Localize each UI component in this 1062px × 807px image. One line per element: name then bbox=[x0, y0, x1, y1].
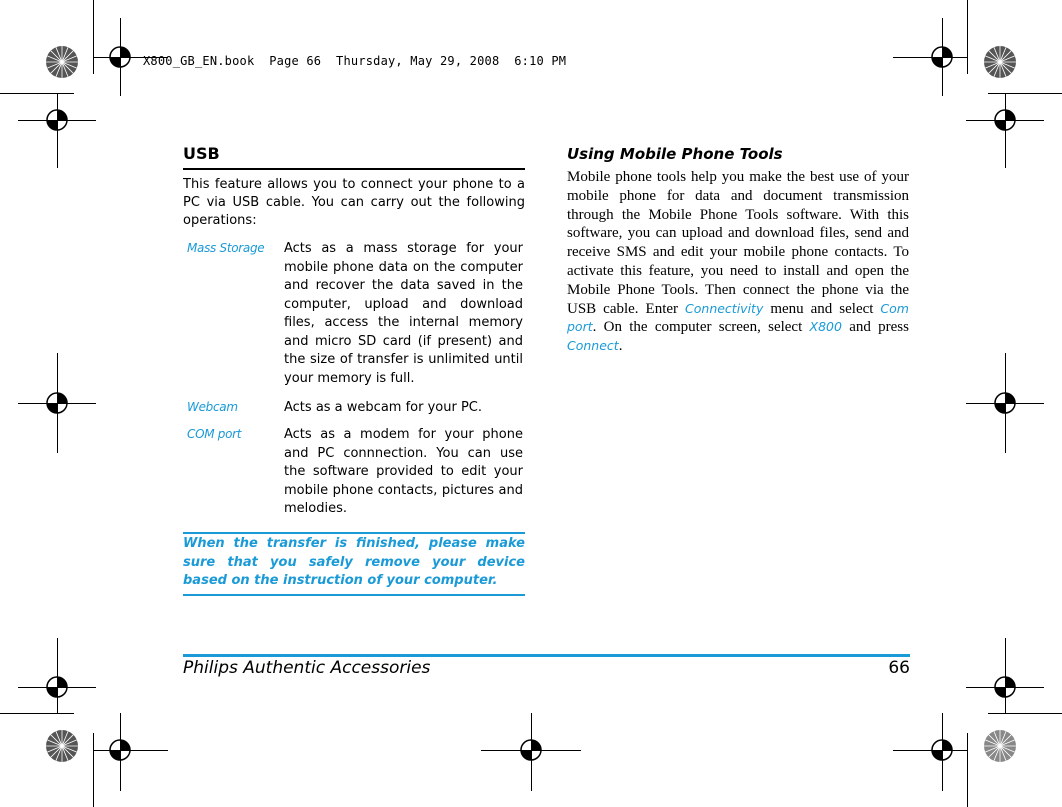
crop-mark bbox=[93, 0, 94, 74]
note-top-rule bbox=[183, 532, 525, 534]
crop-mark bbox=[967, 0, 968, 74]
body-text: and press bbox=[841, 319, 909, 336]
description-com-port: Acts as a modem for your phone and PC connnection. You can use the software provided to edit your mobile phone contacts, pictures and melodies. bbox=[284, 427, 523, 516]
term-com-port: COM port bbox=[187, 427, 242, 441]
mobile-tools-title: Using Mobile Phone Tools bbox=[567, 145, 783, 163]
mobile-tools-body bbox=[567, 168, 909, 356]
crop-mark bbox=[988, 93, 1062, 94]
crop-mark bbox=[0, 713, 74, 714]
crop-mark bbox=[93, 733, 94, 807]
star-target-icon bbox=[983, 45, 1017, 79]
usb-note: When the transfer is finished, please make sure that you safely remove your device based on the instruction of your computer. bbox=[183, 536, 525, 588]
footer-section-title: Philips Authentic Accessories bbox=[183, 658, 431, 678]
footer-rule bbox=[183, 654, 910, 657]
star-target-icon bbox=[983, 729, 1017, 763]
keyword-connectivity: Connectivity bbox=[685, 300, 764, 316]
usb-section-title: USB bbox=[183, 144, 220, 163]
section-divider bbox=[183, 168, 525, 170]
crop-mark bbox=[0, 93, 74, 94]
note-bottom-rule bbox=[183, 594, 525, 596]
body-text: . bbox=[618, 338, 623, 355]
crop-mark bbox=[967, 733, 968, 807]
usb-intro: This feature allows you to connect your phone to a PC via USB cable. You can carry out the following operations: bbox=[183, 177, 525, 228]
crop-mark bbox=[988, 713, 1062, 714]
keyword-com-port: Com port bbox=[567, 300, 909, 335]
star-target-icon bbox=[45, 729, 79, 763]
page-number: 66 bbox=[888, 658, 910, 678]
body-text: menu and select bbox=[763, 300, 881, 317]
keyword-connect: Connect bbox=[567, 338, 619, 354]
keyword-x800: X800 bbox=[809, 319, 842, 335]
term-mass-storage: Mass Storage bbox=[187, 241, 265, 255]
description-mass-storage: Acts as a mass storage for your mobile phone data on the computer and recover the data saved in the computer, upload and download files, access the internal memory and micro SD card (if present) and the size of transfer is unlimited until your memory is full. bbox=[284, 241, 523, 386]
star-target-icon bbox=[45, 45, 79, 79]
print-stamp: X800_GB_EN.book Page 66 Thursday, May 29, 2008 6:10 PM bbox=[143, 54, 567, 68]
description-webcam: Acts as a webcam for your PC. bbox=[284, 400, 482, 415]
body-text: Mobile phone tools help you make the best use of your mobile phone for data and document transmission through the Mobile Phone Tools software. With this software, you can upload and download files, send and receive SMS and edit your mobile phone contacts. To activate this feature, you need to install and open the Mobile Phone Tools. Then connect the phone via the USB cable. Enter bbox=[567, 169, 909, 317]
term-webcam: Webcam bbox=[187, 400, 238, 414]
body-text: . On the computer screen, select bbox=[592, 319, 810, 336]
